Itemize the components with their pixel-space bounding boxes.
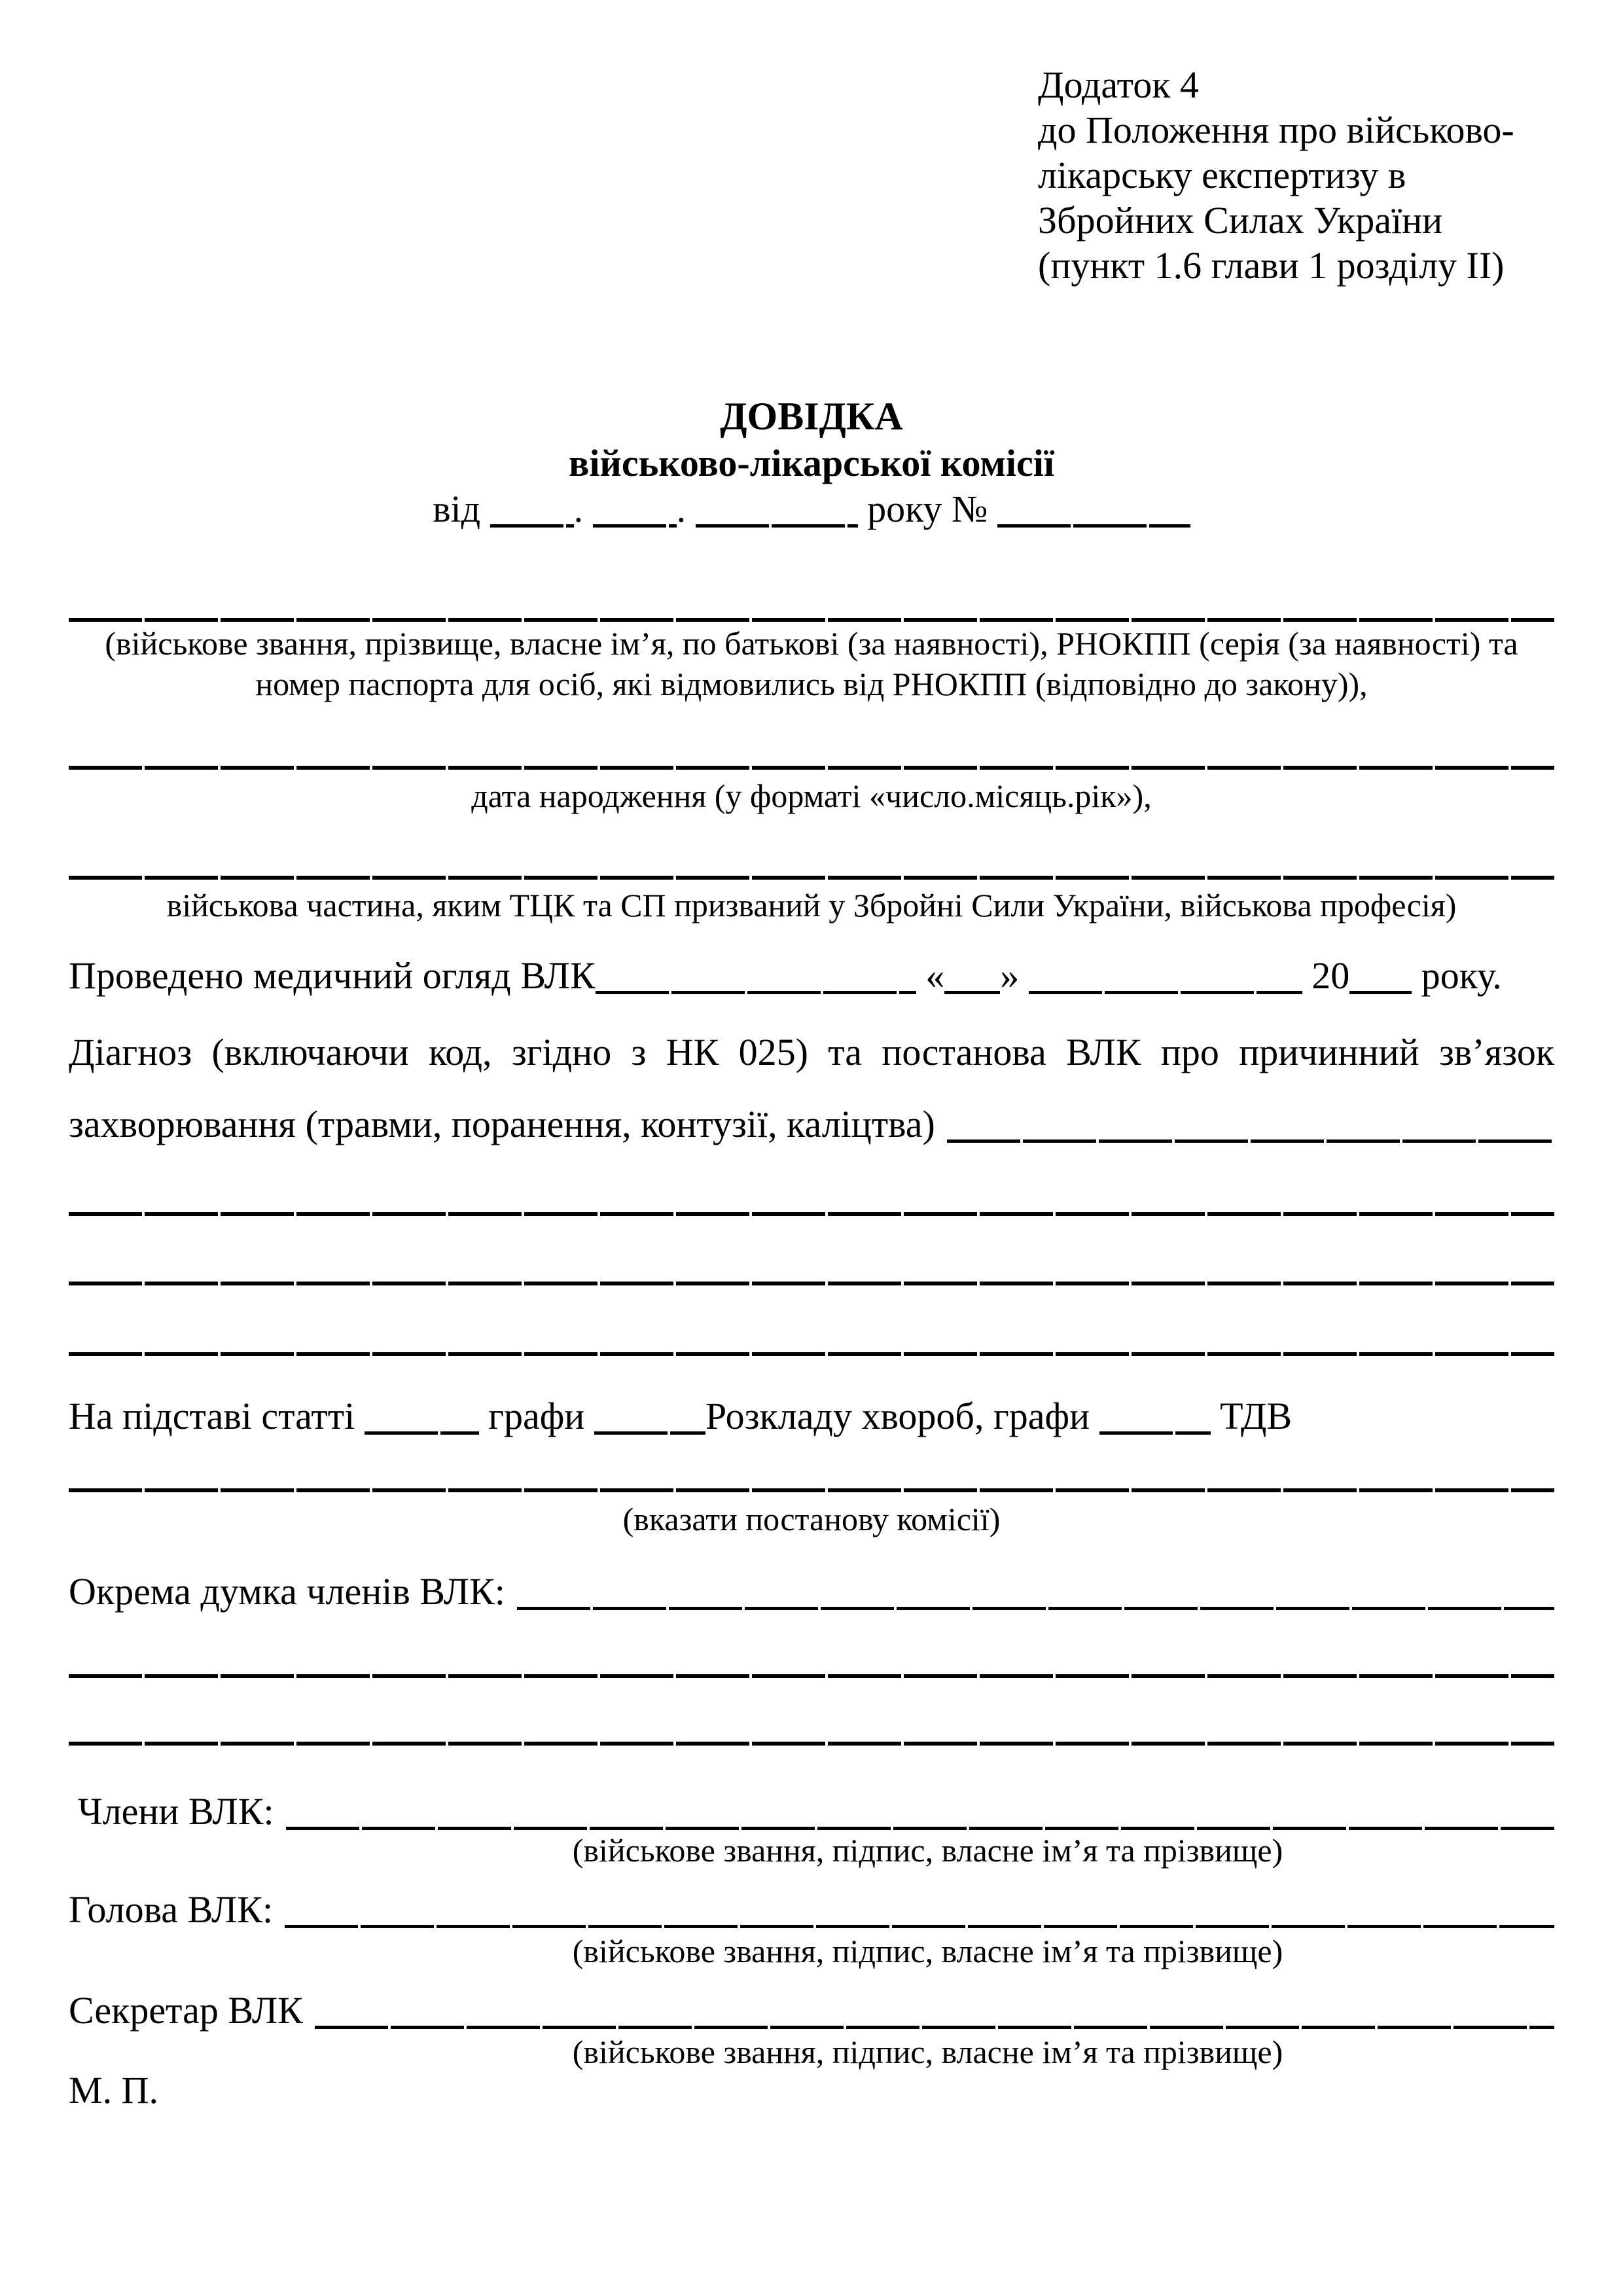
blank-line <box>69 1352 1554 1356</box>
head-label: Голова ВЛК: <box>69 1888 274 1931</box>
appendix-line: до Положення про військово- <box>1038 109 1514 151</box>
basis-part-3: Розкладу хвороб, графи <box>705 1395 1090 1437</box>
secretary-signature-caption: (військове звання, підпис, власне ім’я та прізвище) <box>572 2034 1283 2070</box>
head-signature-caption: (військове звання, підпис, власне ім’я та прізвище) <box>572 1933 1283 1969</box>
article-blank <box>365 1431 479 1435</box>
unit-field-caption: військова частина, яким ТЦК та СП призваний у Збройні Сили України, військова професія) <box>166 887 1457 924</box>
person-caption-line: (військове звання, прізвище, власне ім’я, по батькові (за наявності), РНОКПП (серія (за наявності) та <box>105 625 1518 662</box>
exam-century: 20 <box>1311 954 1350 997</box>
blank-line <box>69 1212 1554 1216</box>
person-caption-line: номер паспорта для осіб, які відмовились від РНОКПП (відповідно до закону)), <box>255 666 1368 702</box>
decision-field-caption: (вказати постанову комісії) <box>622 1501 1001 1537</box>
basis-part-4: ТДВ <box>1220 1395 1293 1437</box>
exam-line <box>69 952 1554 999</box>
signature-row-members <box>78 1788 1554 1835</box>
stamp-place-label: М. П. <box>69 2069 158 2111</box>
exam-prefix: Проведено медичний огляд ВЛК <box>69 954 596 997</box>
opinion-blank <box>517 1607 1554 1610</box>
person-field-caption <box>69 623 1554 704</box>
basis-part-1: На підставі статті <box>69 1395 355 1437</box>
year-word: року <box>867 488 942 530</box>
opinion-label: Окрема думка членів ВЛК: <box>69 1570 505 1613</box>
number-blank <box>997 524 1190 528</box>
date-from-label: від <box>433 488 481 530</box>
quote-close: » <box>1000 954 1020 997</box>
quote-open: « <box>925 954 945 997</box>
members-label: Члени ВЛК: <box>78 1790 274 1833</box>
diagnosis-line-2 <box>69 1101 1554 1148</box>
document-subtitle: військово-лікарської комісії <box>569 442 1054 484</box>
appendix-block <box>1038 62 1568 288</box>
members-signature-caption: (військове звання, підпис, власне ім’я та прізвище) <box>572 1832 1283 1869</box>
blank-line <box>69 1282 1554 1285</box>
blank-line <box>69 1742 1554 1746</box>
appendix-line: Збройних Силах України <box>1038 199 1443 242</box>
dot: . <box>573 488 584 530</box>
document-title: ДОВІДКА <box>720 395 903 438</box>
basis-part-2: графи <box>488 1395 585 1437</box>
date-number-line <box>0 486 1623 533</box>
tdv-column-blank <box>1099 1431 1211 1435</box>
person-blank-line <box>69 618 1554 622</box>
diagnosis-line-2-text: захворювання (травми, поранення, контузії, каліцтва) <box>69 1103 935 1145</box>
exam-day-blank <box>944 991 1000 994</box>
exam-year-blank <box>1349 991 1412 994</box>
exam-month-blank <box>1029 991 1302 994</box>
decision-blank-line <box>69 1488 1554 1492</box>
year-blank <box>696 524 858 528</box>
month-blank <box>593 524 677 528</box>
signature-row-head <box>69 1886 1554 1933</box>
signature-row-secretary <box>69 1987 1554 2034</box>
appendix-line: лікарську експертизу в <box>1038 154 1406 196</box>
diagnosis-blank <box>947 1139 1554 1143</box>
secretary-label: Секретар ВЛК <box>69 1989 303 2032</box>
appendix-line: (пункт 1.6 глави 1 розділу II) <box>1038 244 1505 287</box>
exam-suffix: року. <box>1421 954 1502 997</box>
appendix-line: Додаток 4 <box>1038 63 1199 106</box>
secretary-signature-blank <box>315 2026 1554 2029</box>
basis-line <box>69 1393 1554 1440</box>
diagnosis-line-1: Діагноз (включаючи код, згідно з НК 025) та постанова ВЛК про причинний зв’язок <box>69 1031 1554 1073</box>
number-sign: № <box>952 488 988 530</box>
birthdate-blank-line <box>69 766 1554 770</box>
dot: . <box>676 488 687 530</box>
unit-blank-line <box>69 876 1554 880</box>
opinion-line <box>69 1568 1554 1615</box>
blank-line <box>69 1674 1554 1678</box>
birthdate-field-caption: дата народження (у форматі «число.місяць.рік»), <box>471 778 1152 814</box>
head-signature-blank <box>285 1925 1554 1928</box>
exam-commission-blank <box>596 991 916 994</box>
column-blank <box>594 1431 705 1435</box>
day-blank <box>490 524 574 528</box>
